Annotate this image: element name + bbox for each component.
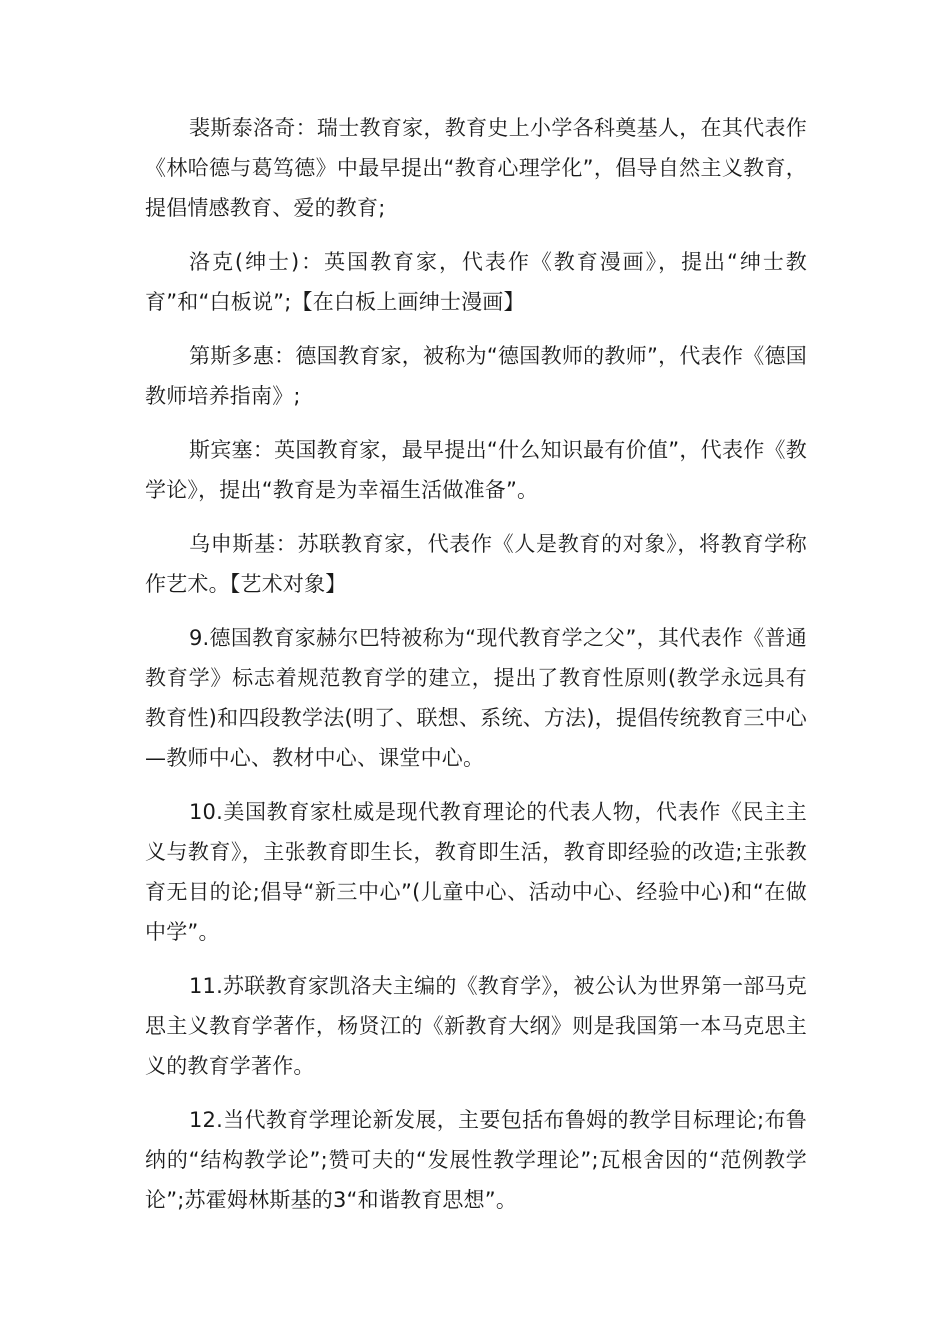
paragraph-locke: 洛克(绅士)：英国教育家，代表作《教育漫画》，提出“绅士教育”和“白板说”;【在白板上画绅士漫画】 (145, 250, 807, 314)
paragraph-item-9-herbart: 9.德国教育家赫尔巴特被称为“现代教育学之父”，其代表作《普通教育学》标志着规范教育学的建立，提出了教育性原则(教学永远具有教育性)和四段教学法(明了、联想、系统、方法)，提倡传统教育三中心—教师中心、教材中心、课堂中心。 (145, 626, 807, 770)
document-body (145, 108, 807, 1234)
paragraph-item-11-kairov: 11.苏联教育家凯洛夫主编的《教育学》，被公认为世界第一部马克思主义教育学著作，杨贤江的《新教育大纲》则是我国第一本马克思主义的教育学著作。 (145, 974, 807, 1078)
paragraph-pestalozzi: 裴斯泰洛奇：瑞士教育家，教育史上小学各科奠基人，在其代表作《林哈德与葛笃德》中最早提出“教育心理学化”，倡导自然主义教育，提倡情感教育、爱的教育; (145, 116, 807, 220)
paragraph-item-12-modern-theories: 12.当代教育学理论新发展，主要包括布鲁姆的教学目标理论;布鲁纳的“结构教学论”;赞可夫的“发展性教学理论”;瓦根舍因的“范例教学论”;苏霍姆林斯基的3“和谐教育思想”。 (145, 1108, 807, 1212)
paragraph-diesterweg: 第斯多惠：德国教育家，被称为“德国教师的教师”，代表作《德国教师培养指南》; (145, 344, 807, 408)
paragraph-spencer: 斯宾塞：英国教育家，最早提出“什么知识最有价值”，代表作《教学论》，提出“教育是为幸福生活做准备”。 (145, 438, 807, 502)
paragraph-item-10-dewey: 10.美国教育家杜威是现代教育理论的代表人物，代表作《民主主义与教育》，主张教育即生长，教育即生活，教育即经验的改造;主张教育无目的论;倡导“新三中心”(儿童中心、活动中心、经验中心)和“在做中学”。 (145, 800, 807, 944)
paragraph-ushinsky: 乌申斯基：苏联教育家，代表作《人是教育的对象》，将教育学称作艺术。【艺术对象】 (145, 532, 807, 596)
